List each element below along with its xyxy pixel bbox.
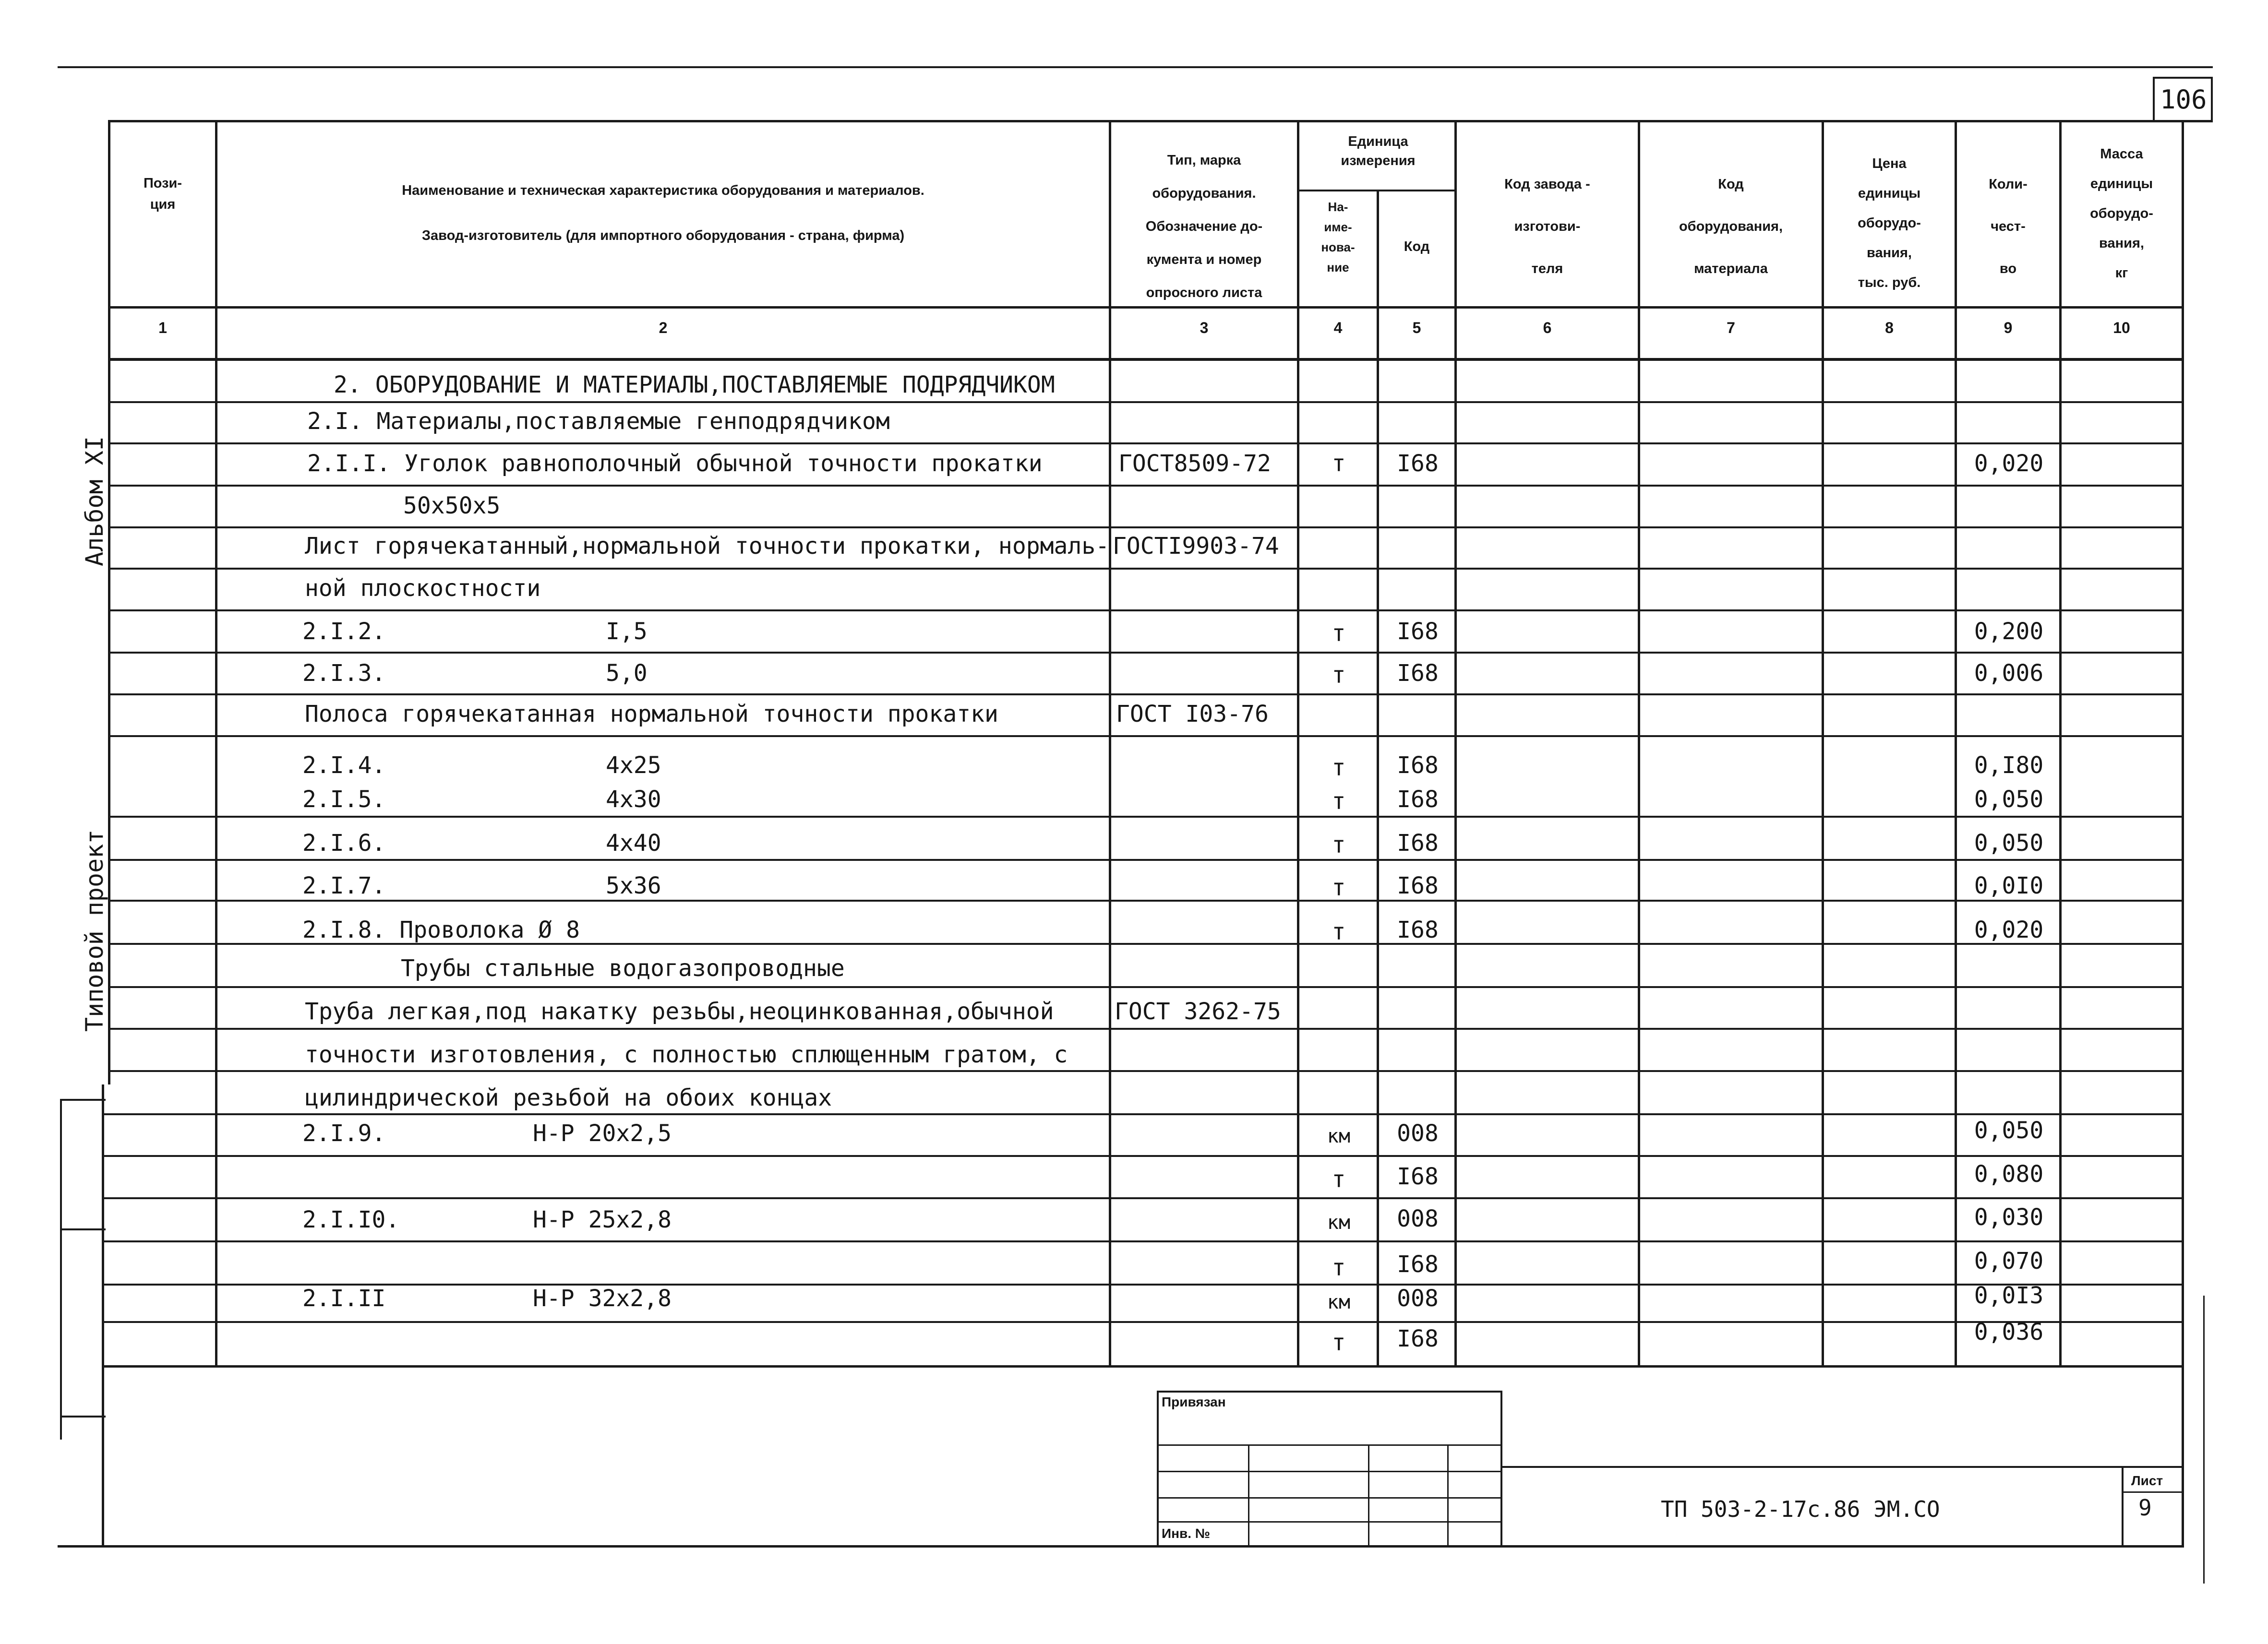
sheet-label: Лист	[2131, 1473, 2163, 1488]
header-equipment-code: Код оборудования, материала	[1679, 177, 1783, 276]
row-line	[109, 1070, 2183, 1072]
row-size: I,5	[606, 618, 648, 645]
colnum-3: 3	[1200, 319, 1209, 336]
row-name: Труба легкая,под накатку резьбы,неоцинкованная,обычной	[305, 998, 1054, 1025]
stamp-col-3	[1447, 1444, 1449, 1545]
row-size: Н-Р 32x2,8	[533, 1285, 672, 1312]
row-name: Трубы стальные водогазопроводные	[401, 955, 845, 982]
row-name: 2.I.7.	[302, 872, 386, 899]
side-strip-tick-2	[60, 1228, 106, 1230]
row-unit: т	[1332, 918, 1346, 945]
header-type: Тип, марка оборудования. Обозначение до- кумента и номер опросного листа	[1145, 153, 1263, 300]
header-unit-name: На- име- нова- ние	[1321, 200, 1355, 274]
row-unit: км	[1327, 1125, 1351, 1147]
row-size: 4x30	[606, 786, 661, 813]
row-unit: т	[1332, 1329, 1346, 1356]
row-qty: 0,006	[1974, 660, 2044, 687]
colnum-5: 5	[1412, 319, 1421, 336]
stamp-line-2	[1157, 1471, 1502, 1472]
row-line	[109, 442, 2183, 444]
row-doc: ГОСТ8509-72	[1118, 450, 1271, 477]
frame-bottom	[58, 1545, 2184, 1548]
row-code: I68	[1397, 830, 1439, 857]
row-unit: км	[1327, 1291, 1351, 1313]
colnum-10: 10	[2113, 319, 2130, 336]
colnum-2: 2	[659, 319, 668, 336]
row-name: 50x50x5	[403, 492, 501, 519]
side-strip-tick-1	[60, 1099, 106, 1101]
header-unit: Единица измерения	[1341, 134, 1416, 168]
row-line	[109, 816, 2183, 818]
row-name: 2.I.2.	[302, 618, 386, 645]
row-qty: 0,050	[1974, 1117, 2044, 1144]
row-line	[109, 900, 2183, 902]
stamp-line-1	[1157, 1444, 1502, 1446]
row-qty: 0,030	[1974, 1204, 2044, 1231]
row-qty: 0,200	[1974, 618, 2044, 645]
row-name: 2.I.II	[302, 1285, 386, 1312]
row-name: Полоса горячекатанная нормальной точности прокатки	[305, 701, 998, 727]
row-code: I68	[1397, 872, 1439, 899]
row-size: Н-Р 20x2,5	[533, 1120, 672, 1147]
sheet-corner-number: 106	[2160, 84, 2207, 115]
frame-left-lower	[102, 1084, 104, 1548]
row-line	[102, 1321, 2183, 1323]
colnum-bottom-line	[109, 358, 2183, 361]
colnum-8: 8	[1885, 319, 1894, 336]
row-name: 2.I.6.	[302, 830, 386, 857]
header-factory-code: Код завода - изготови- теля	[1504, 177, 1590, 276]
row-size: 5x36	[606, 872, 661, 899]
row-unit: т	[1332, 1254, 1346, 1281]
row-line	[109, 986, 2183, 988]
stamp-line-4	[1157, 1521, 1502, 1523]
row-unit: т	[1332, 620, 1346, 647]
colnum-4: 4	[1333, 319, 1343, 336]
row-name: 2. ОБОРУДОВАНИЕ И МАТЕРИАЛЫ,ПОСТАВЛЯЕМЫЕ ПОДРЯДЧИКОМ	[334, 371, 1055, 398]
row-name: ной плоскостности	[305, 575, 541, 602]
corner-box-left	[2153, 77, 2155, 122]
sheet-box-divider	[2122, 1491, 2184, 1493]
row-qty: 0,036	[1974, 1319, 2044, 1346]
side-strip-tick-3	[60, 1416, 106, 1418]
stamp-attached-label: Привязан	[1162, 1394, 1226, 1409]
colnum-7: 7	[1727, 319, 1735, 336]
row-unit: т	[1332, 788, 1346, 815]
row-code: 008	[1397, 1285, 1439, 1312]
row-line	[102, 1284, 2183, 1286]
row-code: I68	[1397, 752, 1439, 779]
row-code: I68	[1397, 618, 1439, 645]
row-size: Н-Р 25x2,8	[533, 1206, 672, 1233]
row-name: 2.I.8. Проволока Ø 8	[302, 917, 580, 943]
row-name: точности изготовления, с полностью сплющенным гратом, с	[305, 1041, 1068, 1068]
row-name: 2.I.3.	[302, 660, 386, 687]
row-code: I68	[1397, 1325, 1439, 1352]
row-unit: т	[1332, 1166, 1346, 1193]
row-qty: 0,020	[1974, 450, 2044, 477]
row-qty: 0,050	[1974, 786, 2044, 813]
frame-right	[2182, 120, 2184, 1545]
row-name: 2.I.4.	[302, 752, 386, 779]
side-label-project: Типовой проект	[81, 829, 108, 1032]
row-code: I68	[1397, 660, 1439, 687]
unit-subheader-line	[1297, 190, 1457, 191]
row-line	[109, 526, 2183, 528]
colnum-6: 6	[1543, 319, 1552, 336]
row-unit: т	[1332, 874, 1346, 901]
stamp-left	[1157, 1391, 1159, 1546]
row-name: 2.I.I. Уголок равнополочный обычной точности прокатки	[307, 450, 1043, 477]
row-name: 2.I.9.	[302, 1120, 386, 1147]
row-code: I68	[1397, 917, 1439, 943]
doc-block-top	[1502, 1466, 2184, 1468]
stamp-line-3	[1157, 1497, 1502, 1499]
header-mass: Масса единицы оборудо- вания, кг	[2090, 146, 2153, 281]
stamp-col-2	[1368, 1444, 1369, 1545]
colnum-9: 9	[2004, 319, 2013, 336]
header-quantity: Коли- чест- во	[1989, 177, 2028, 276]
header-name: Наименование и техническая характеристика оборудования и материалов. Завод-изготовитель (для импортного оборудования - страна, фирма)	[402, 183, 924, 243]
row-line	[109, 609, 2183, 611]
row-code: I68	[1397, 786, 1439, 813]
row-name: 2.I.I0.	[302, 1206, 400, 1233]
row-size: 4x40	[606, 830, 661, 857]
side-label-album: Альбом XI	[81, 436, 108, 566]
table-bottom-line	[102, 1365, 2184, 1368]
row-qty: 0,050	[1974, 830, 2044, 857]
row-qty: 0,I80	[1974, 752, 2044, 779]
row-qty: 0,0I3	[1974, 1282, 2044, 1309]
row-code: I68	[1397, 1251, 1439, 1278]
row-name: 2.I.5.	[302, 786, 386, 813]
row-code: 008	[1397, 1205, 1439, 1232]
top-rule	[58, 66, 2213, 68]
row-line	[109, 401, 2183, 403]
row-name: 2.I. Материалы,поставляемые генподрядчиком	[307, 408, 890, 435]
row-line	[102, 1240, 2183, 1242]
frame-top	[109, 120, 2212, 122]
row-unit: т	[1332, 754, 1346, 781]
stamp-col-1	[1248, 1444, 1249, 1545]
row-name: Лист горячекатанный,нормальной точности прокатки, нормаль-	[305, 533, 1110, 560]
row-size: 4x25	[606, 752, 661, 779]
row-qty: 0,070	[1974, 1248, 2044, 1275]
row-line	[109, 568, 2183, 570]
header-price: Цена единицы оборудо- вания, тыс. руб.	[1858, 156, 1921, 290]
row-unit: км	[1327, 1212, 1351, 1234]
stamp-right	[1500, 1391, 1502, 1546]
row-line	[109, 735, 2183, 737]
row-unit: т	[1332, 450, 1346, 477]
row-line	[109, 652, 2183, 654]
row-line	[109, 1028, 2183, 1030]
row-line	[102, 1197, 2183, 1199]
row-code: I68	[1397, 1163, 1439, 1190]
row-line	[109, 485, 2183, 487]
sheet-box-left	[2122, 1466, 2124, 1546]
corner-box-right	[2211, 77, 2213, 122]
stamp-top	[1157, 1391, 1502, 1393]
side-strip-line	[60, 1099, 62, 1440]
row-doc: ГОСТ 3262-75	[1115, 998, 1281, 1025]
row-line	[109, 859, 2183, 861]
doc-code: ТП 503-2-17с.86 ЭМ.СО	[1661, 1496, 1940, 1522]
stamp-inv-label: Инв. №	[1162, 1526, 1211, 1541]
row-doc: ГОСТI9903-74	[1113, 533, 1279, 560]
row-code: 008	[1397, 1120, 1439, 1147]
row-line	[102, 1155, 2183, 1157]
header-unit-code: Код	[1404, 239, 1430, 254]
right-margin-line	[2203, 1296, 2205, 1584]
row-size: 5,0	[606, 660, 648, 687]
row-qty: 0,0I0	[1974, 872, 2044, 899]
row-unit: т	[1332, 662, 1346, 689]
row-qty: 0,020	[1974, 917, 2044, 943]
row-name: цилиндрической резьбой на обоих концах	[305, 1084, 832, 1111]
row-qty: 0,080	[1974, 1161, 2044, 1188]
colnum-1: 1	[158, 319, 167, 336]
row-code: I68	[1397, 450, 1439, 477]
row-line	[109, 693, 2183, 695]
row-doc: ГОСТ I03-76	[1116, 701, 1269, 727]
row-unit: т	[1332, 832, 1346, 858]
sheet-number: 9	[2138, 1495, 2152, 1521]
row-line	[102, 1113, 2183, 1115]
corner-box-top	[2153, 77, 2213, 79]
header-position: Пози- ция	[143, 176, 182, 212]
